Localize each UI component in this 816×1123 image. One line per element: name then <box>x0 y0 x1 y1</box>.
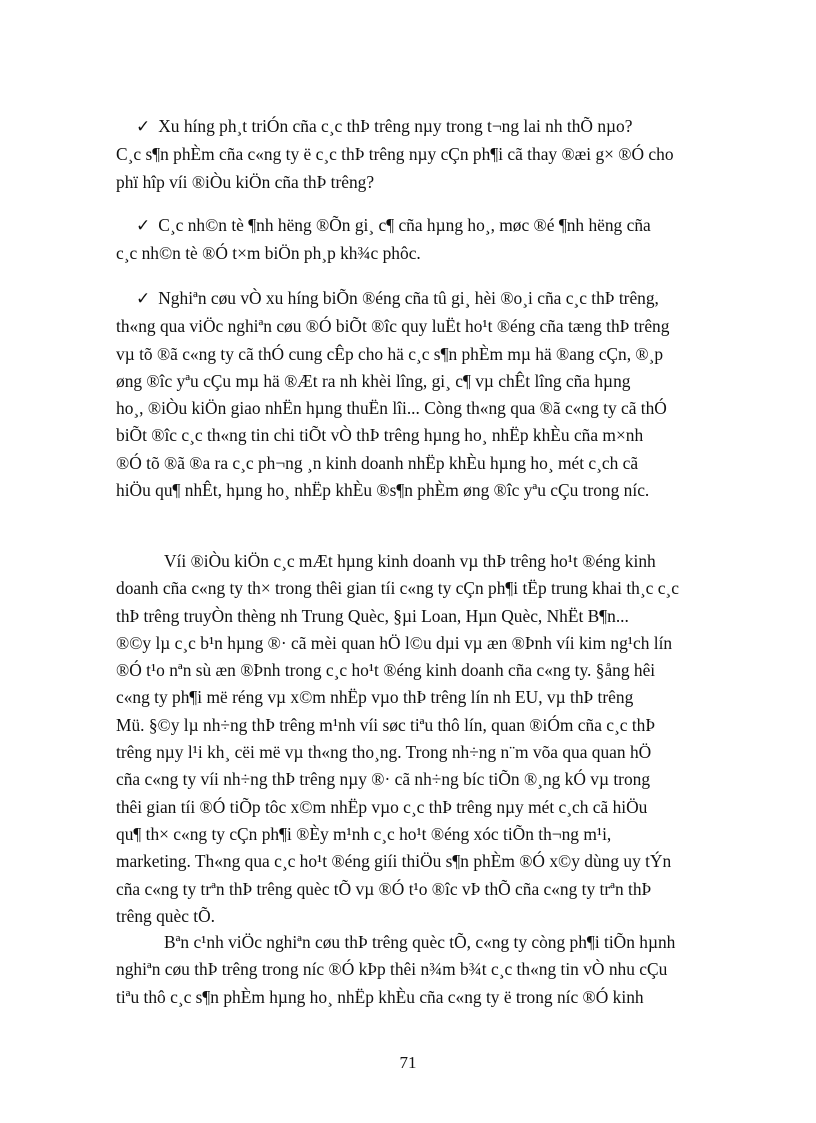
paragraph-line: vµ tõ ®ã c«ng ty cã thÓ cung cÊp cho hä c¸c s¶n phÈm mµ hä ®ang cÇn, ®¸p <box>116 343 664 364</box>
paragraph-3 <box>116 285 740 504</box>
paragraph-line: C¸c s¶n phÈm cña c«ng ty ë c¸c thÞ trêng nµy cÇn ph¶i cã thay ®æi g× ®Ó cho <box>116 144 674 165</box>
paragraph-5 <box>116 929 740 1011</box>
check-mark-icon: ✓ <box>136 216 151 236</box>
paragraph-line: phï hîp víi ®iÒu kiÖn cña thÞ trêng? <box>116 171 375 192</box>
paragraph-line: ho¸, ®iÒu kiÖn giao nhËn hµng thuËn lîi... Còng th«ng qua ®ã c«ng ty cã thÓ <box>116 398 667 419</box>
paragraph-line: nghiªn cøu thÞ trêng trong níc ®Ó kÞp thêi n¾m b¾t c¸c th«ng tin vÒ nhu cÇu <box>116 959 668 980</box>
paragraph-line: thêi gian tíi ®Ó tiÕp tôc x©m nhËp vµo c¸c thÞ trêng nµy mét c¸ch cã hiÖu <box>116 796 648 817</box>
paragraph-line: trêng nµy l¹i kh¸ cëi më vµ th«ng tho¸ng. Trong nh÷ng n¨m võa qua quan hÖ <box>116 742 652 763</box>
paragraph-line: marketing. Th«ng qua c¸c ho¹t ®éng giíi thiÖu s¶n phÈm ®Ó x©y dùng uy tÝn <box>116 851 672 872</box>
paragraph-line <box>116 285 740 313</box>
line-text: Xu híng ph¸t triÓn cña c¸c thÞ trêng nµy trong t¬ng lai nh thÕ nµo? <box>158 116 633 136</box>
paragraph-2 <box>116 212 740 268</box>
line-text: C¸c nh©n tè ¶nh hëng ®Õn gi¸ c¶ cña hµng ho¸, møc ®é ¶nh hëng cña <box>158 215 651 235</box>
page-number: 71 <box>399 1053 417 1072</box>
paragraph-line: tiªu thô c¸c s¶n phÈm hµng ho¸ nhËp khÈu cña c«ng ty ë trong níc ®Ó kinh <box>116 986 644 1007</box>
check-mark-icon: ✓ <box>136 117 151 137</box>
paragraph-line: Bªn c¹nh viÖc nghiªn cøu thÞ trêng quèc tÕ, c«ng ty còng ph¶i tiÕn hµnh <box>164 932 676 952</box>
paragraph-line: doanh cña c«ng ty th× trong thêi gian tíi c«ng ty cÇn ph¶i tËp trung khai th¸c c¸c <box>116 578 679 599</box>
paragraph-line: thÞ trêng truyÒn thèng nh Trung Quèc, §µi Loan, Hµn Quèc, NhËt B¶n... <box>116 605 629 626</box>
paragraph-line: Víi ®iÒu kiÖn c¸c mÆt hµng kinh doanh vµ thÞ trêng ho¹t ®éng kinh <box>164 551 656 571</box>
paragraph-line <box>116 113 740 141</box>
paragraph-line: Mü. §©y lµ nh÷ng thÞ trêng m¹nh víi søc tiªu thô lín, quan ®iÓm cña c¸c thÞ <box>116 714 656 735</box>
paragraph-line: ®Ó t¹o nªn sù æn ®Þnh trong c¸c ho¹t ®éng kinh doanh cña c«ng ty. §ång hêi <box>116 660 656 681</box>
paragraph-line: c¸c nh©n tè ®Ó t×m biÖn ph¸p kh¾c phôc. <box>116 243 421 264</box>
paragraph-line: cña c«ng ty trªn thÞ trêng quèc tÕ vµ ®Ó t¹o ®îc vÞ thÕ cña c«ng ty trªn thÞ <box>116 878 652 899</box>
paragraph-line: biÕt ®îc c¸c th«ng tin chi tiÕt vÒ thÞ trêng hµng ho¸ nhËp khÈu cña m×nh <box>116 425 644 446</box>
paragraph-line: øng ®îc yªu cÇu mµ hä ®Æt ra nh khèi lîng, gi¸ c¶ vµ chÊt lîng cña hµng <box>116 370 631 391</box>
paragraph-line: qu¶ th× c«ng ty cÇn ph¶i ®Èy m¹nh c¸c ho¹t ®éng xóc tiÕn th¬ng m¹i, <box>116 823 612 844</box>
paragraph-line <box>116 212 740 240</box>
check-mark-icon: ✓ <box>136 289 151 309</box>
paragraph-4 <box>116 548 740 930</box>
line-text: Nghiªn cøu vÒ xu híng biÕn ®éng cña tû gi¸ hèi ®o¸i cña c¸c thÞ trêng, <box>158 288 659 308</box>
paragraph-line: hiÖu qu¶ nhÊt, hµng ho¸ nhËp khÈu ®s¶n phÈm øng ®îc yªu cÇu trong níc. <box>116 480 650 501</box>
paragraph-line: ®©y lµ c¸c b¹n hµng ®· cã mèi quan hÖ l©u dµi vµ æn ®Þnh víi kim ng¹ch lín <box>116 632 673 653</box>
paragraph-line: trêng quèc tÕ. <box>116 905 215 926</box>
paragraph-1 <box>116 113 740 196</box>
paragraph-line: c«ng ty ph¶i më réng vµ x©m nhËp vµo thÞ trêng lín nh EU, vµ thÞ trêng <box>116 687 634 708</box>
paragraph-line: ®Ó tõ ®ã ®a ra c¸c ph¬ng ¸n kinh doanh nhËp khÈu hµng ho¸ mét c¸ch cã <box>116 452 639 473</box>
paragraph-line: th«ng qua viÖc nghiªn cøu ®Ó biÕt ®îc quy luËt ho¹t ®éng cña tæng thÞ trêng <box>116 316 670 337</box>
paragraph-line: cña c«ng ty víi nh÷ng thÞ trêng nµy ®· cã nh÷ng bíc tiÕn ®¸ng kÓ vµ trong <box>116 769 651 790</box>
